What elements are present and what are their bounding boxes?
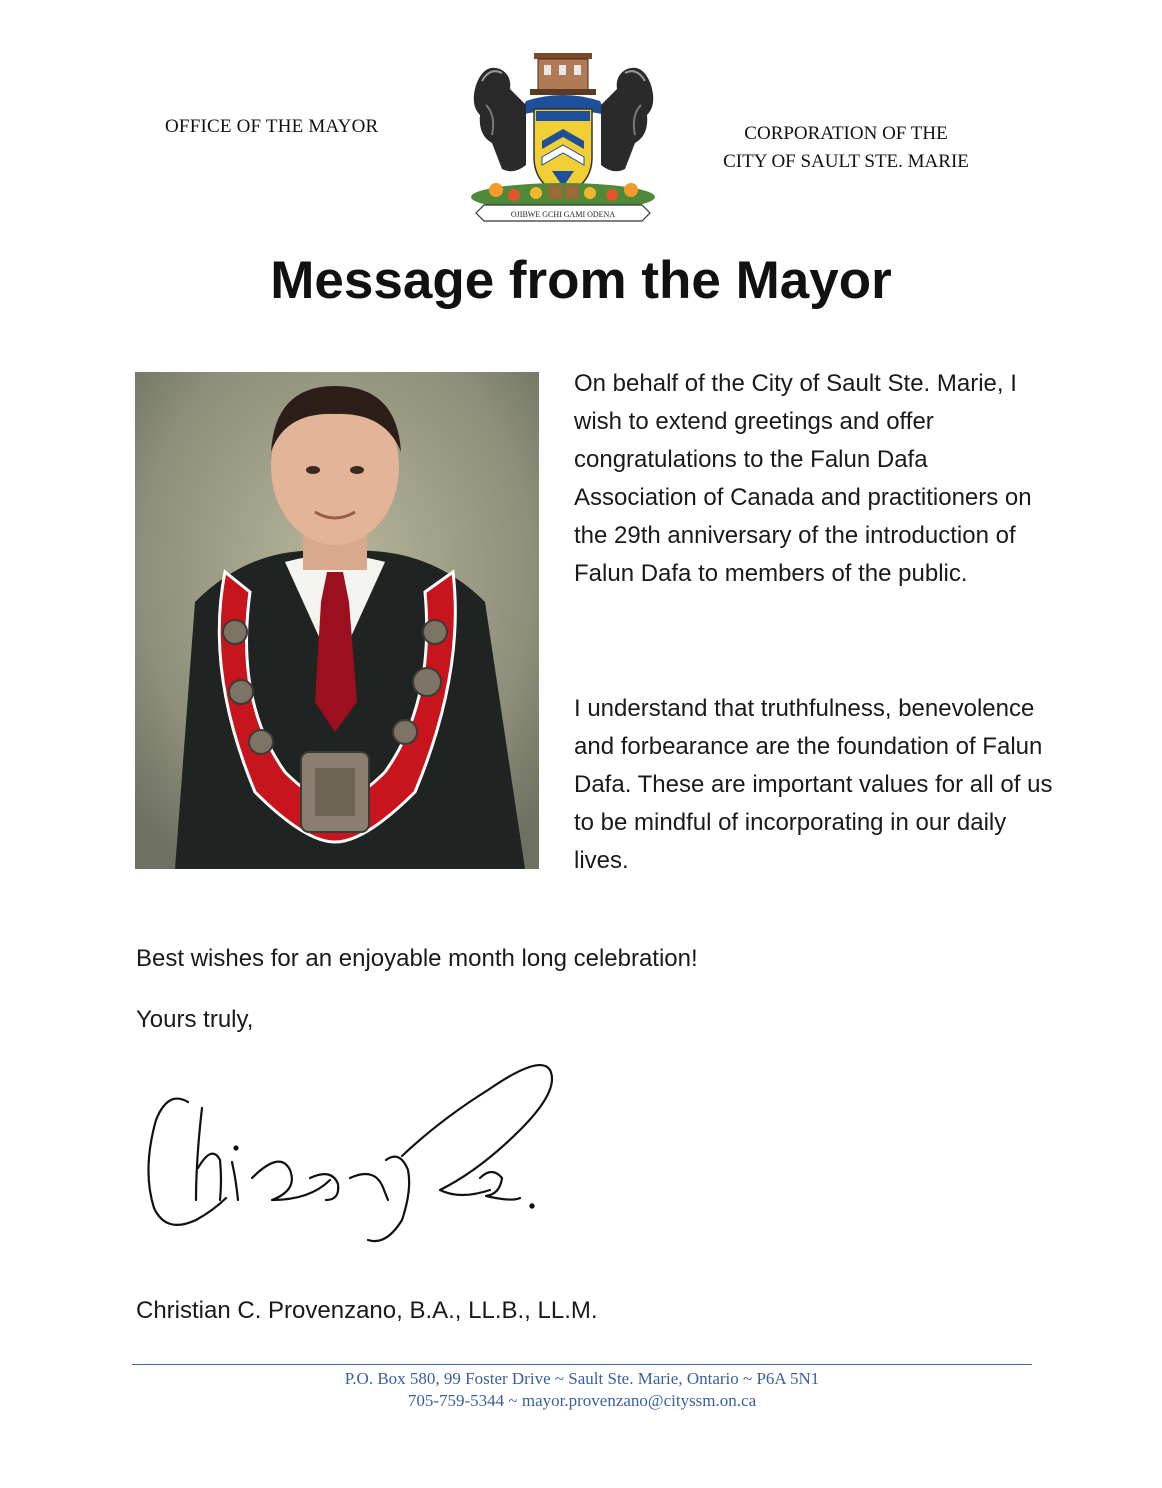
corporation-line-2: CITY OF SAULT STE. MARIE — [723, 151, 969, 172]
city-crest-icon — [456, 45, 671, 225]
crest-motto: OJIBWE GCHI GAMI ODENA — [510, 210, 616, 219]
footer-address: P.O. Box 580, 99 Foster Drive ~ Sault Ste. Marie, Ontario ~ P6A 5N1 — [344, 1369, 820, 1388]
office-of-mayor-label: OFFICE OF THE MAYOR — [165, 116, 379, 137]
mayor-portrait-image — [135, 372, 539, 869]
corporation-name — [686, 120, 1006, 176]
footer-contact — [132, 1368, 1032, 1412]
page-title: Message from the Mayor — [270, 251, 892, 310]
best-wishes-paragraph: Best wishes for an enjoyable month long celebration! — [136, 945, 698, 972]
signer-name: Christian C. Provenzano, B.A., LL.B., LL.M. — [136, 1297, 598, 1324]
footer-phone-email: 705-759-5344 ~ mayor.provenzano@cityssm.on.ca — [407, 1391, 757, 1410]
signature-icon — [140, 1050, 560, 1250]
corporation-line-1: CORPORATION OF THE — [744, 123, 948, 144]
values-paragraph: I understand that truthfulness, benevolence and forbearance are the foundation of Falun Dafa. These are important values for all of us to be mindful of incorporating in our daily lives. — [574, 695, 1053, 874]
footer-divider — [132, 1364, 1032, 1365]
greeting-paragraph: On behalf of the City of Sault Ste. Marie, I wish to extend greetings and offer congratulations to the Falun Dafa Association of Canada and practitioners on the 29th anniversary of the introduction of Falun Dafa to members of the public. — [574, 370, 1032, 587]
closing-salutation: Yours truly, — [136, 1006, 254, 1033]
